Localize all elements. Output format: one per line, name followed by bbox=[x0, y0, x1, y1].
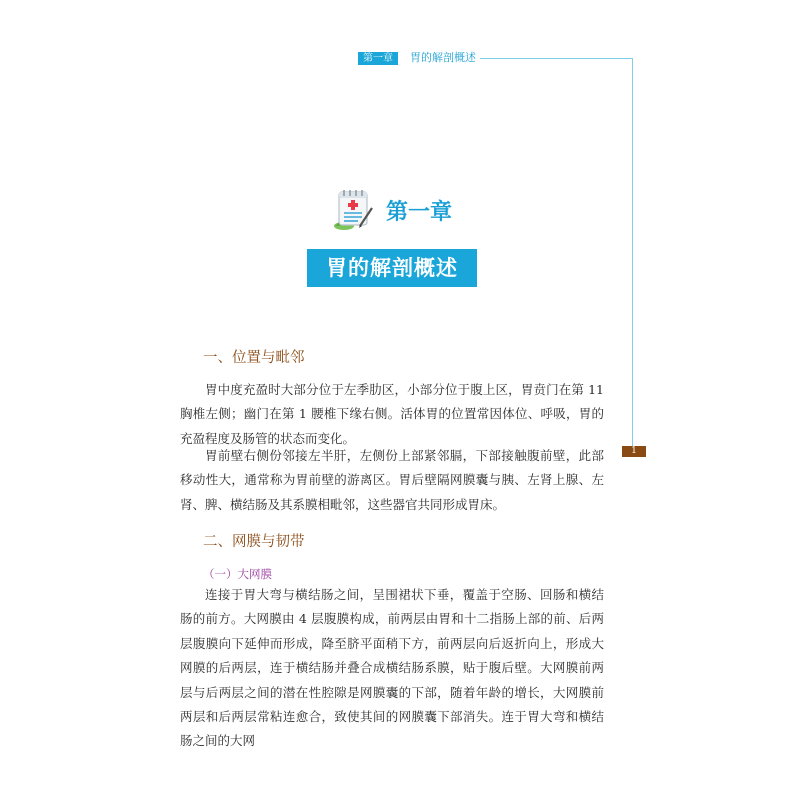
chapter-title: 胃的解剖概述 bbox=[307, 249, 477, 287]
paragraph: 胃中度充盈时大部分位于左季肋区，小部分位于腹上区，胃贲门在第 11 胸椎左侧；幽门在第 1 腰椎下缘右侧。活体胃的位置常因体位、呼吸，胃的充盈程度及肠管的状态而变化。 bbox=[180, 382, 604, 446]
section-heading: 二、网膜与韧带 bbox=[203, 534, 305, 550]
header-rule bbox=[480, 58, 632, 59]
section-heading: 一、位置与毗邻 bbox=[203, 350, 305, 366]
paragraph: 连接于胃大弯与横结肠之间，呈围裙状下垂，覆盖于空肠、回肠和横结肠的前方。大网膜由 4 层腹膜构成，前两层由胃和十二指肠上部的前、后两层腹膜向下延伸而形成，降至脐平面稍下方，前两层向后返折向上，形成大网膜的后两层，连于横结肠并叠合成横结肠系膜，贴于腹后壁。大网膜前两层与后两层之间的潜在性腔隙是网膜囊的下部，随着年龄的增长，大网膜前两层和后两层常粘连愈合，致使其间的网膜囊下部消失。连于胃大弯和横结肠之间的大网 bbox=[180, 587, 604, 749]
subsection-heading: （一）大网膜 bbox=[203, 567, 272, 581]
paragraph: 胃前壁右侧份邻接左半肝，左侧份上部紧邻膈，下部接触腹前壁，此部移动性大，通常称为胃前壁的游离区。胃后壁隔网膜囊与胰、左肾上腺、左肾、脾、横结肠及其系膜相毗邻，这些器官共同形成胃床。 bbox=[180, 448, 604, 512]
margin-rule bbox=[632, 58, 633, 446]
medical-notepad-icon bbox=[330, 186, 376, 232]
chapter-number: 第一章 bbox=[386, 200, 453, 225]
header-title: 胃的解剖概述 bbox=[410, 51, 476, 64]
header-chapter-label: 第一章 bbox=[358, 52, 398, 65]
page-number: 1 bbox=[622, 446, 646, 457]
